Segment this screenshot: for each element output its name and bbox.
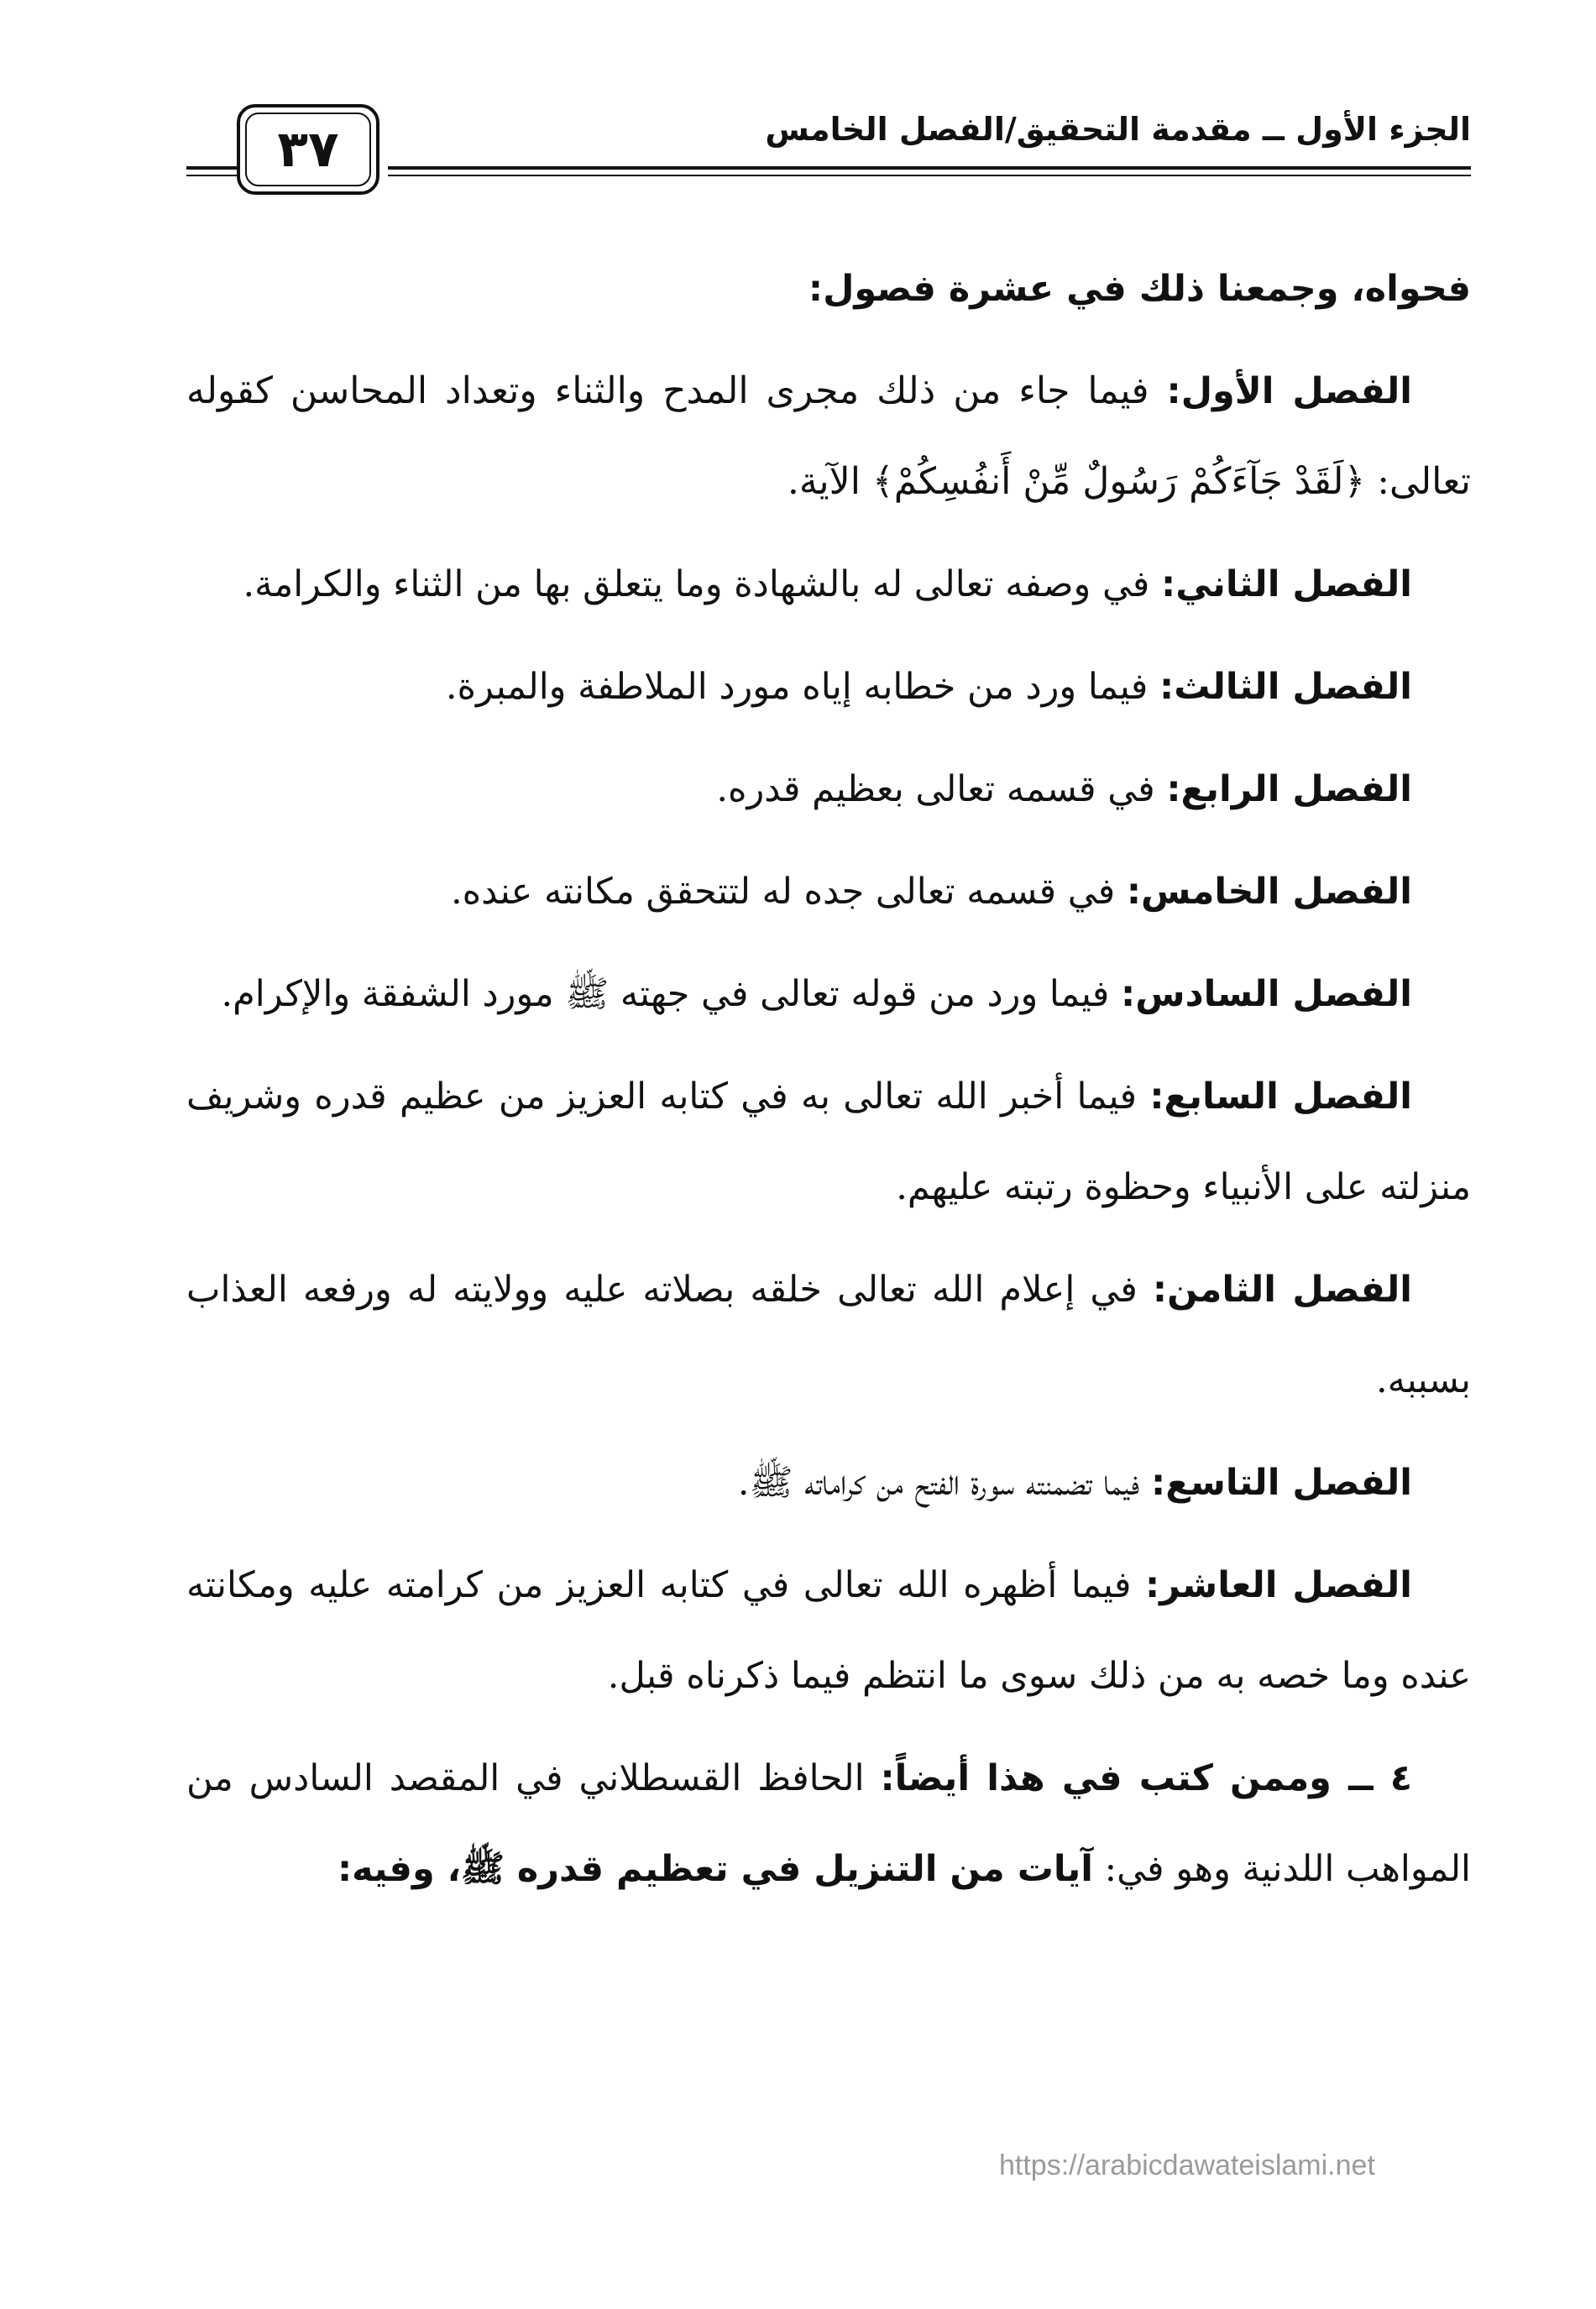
chapter-10-heading: الفصل العاشر: — [1144, 1564, 1412, 1606]
chapter-1-paragraph — [186, 346, 1471, 527]
chapter-3-heading: الفصل الثالث: — [1159, 666, 1412, 708]
chapter-10-text: فيما أظهره الله تعالى في كتابه العزيز من كرامته عليه ومكانته عنده وما خصه به من ذلك سوى ما انتظم فيما ذكرناه قبل. — [186, 1564, 1471, 1697]
chapter-8-paragraph — [186, 1244, 1471, 1426]
chapter-8-heading: الفصل الثامن: — [1152, 1269, 1412, 1311]
chapter-9-paragraph — [186, 1437, 1471, 1528]
chapter-7-text: فيما أخبر الله تعالى به في كتابه العزيز من عظيم قدره وشريف منزلته على الأنبياء وحظوة رتبته عليهم. — [186, 1076, 1471, 1208]
chapter-2-heading: الفصل الثاني: — [1161, 563, 1412, 605]
chapter-9-text: فيما تضمنته سورة الفتح من كراماته ﷺ. — [737, 1462, 1151, 1504]
chapter-6-heading: الفصل السادس: — [1121, 973, 1412, 1015]
item-4-tail: ، وفيه: — [337, 1848, 461, 1890]
item-4-heading: ٤ ــ وممن كتب في هذا أيضاً: — [880, 1757, 1412, 1799]
chapter-10-paragraph — [186, 1540, 1471, 1721]
item-4-paragraph — [186, 1733, 1471, 1914]
item-4-text: الحافظ القسطلاني في المقصد السادس من المواهب اللدنية وهو في: — [186, 1757, 1471, 1890]
chapter-5-text: في قسمه تعالى جده له لتتحقق مكانته عنده. — [450, 871, 1127, 913]
chapter-2-text: في وصفه تعالى له بالشهادة وما يتعلق بها من الثناء والكرامة. — [243, 563, 1162, 605]
website-watermark: https://arabicdawateislami.net — [999, 2149, 1375, 2181]
body-text — [186, 243, 1471, 1926]
chapter-3-paragraph — [186, 641, 1471, 732]
item-4-bold-title: آيات من التنزيل في تعظيم قدره ﷺ — [461, 1848, 1093, 1890]
chapter-9-heading: الفصل التاسع: — [1151, 1462, 1412, 1504]
chapter-4-paragraph — [186, 744, 1471, 835]
chapter-6-text: فيما ورد من قوله تعالى في جهته ﷺ مورد الشفقة والإكرام. — [221, 973, 1122, 1015]
chapter-1-heading: الفصل الأول: — [1166, 370, 1413, 412]
page-header — [186, 92, 1471, 202]
chapter-4-text: في قسمه تعالى بعظيم قدره. — [716, 768, 1167, 810]
running-header-title: الجزء الأول ــ مقدمة التحقيق/الفصل الخامس — [765, 111, 1471, 148]
chapter-3-text: فيما ورد من خطابه إياه مورد الملاطفة والمبرة. — [445, 666, 1159, 708]
chapter-7-paragraph — [186, 1051, 1471, 1233]
chapter-1-text: فيما جاء من ذلك مجرى المدح والثناء وتعداد المحاسن كقوله تعالى: ﴿لَقَدْ جَآءَكُمْ رَسُولٌ مِّنْ أَنفُسِكُمْ﴾ الآية. — [186, 369, 1471, 503]
chapter-2-paragraph — [186, 539, 1471, 630]
header-rule-thick — [388, 166, 1471, 170]
intro-paragraph — [186, 243, 1471, 334]
chapter-5-heading: الفصل الخامس: — [1126, 871, 1412, 913]
header-rule-left-thin — [186, 175, 237, 176]
chapter-8-text: في إعلام الله تعالى خلقه بصلاته عليه وولايته له ورفعه العذاب بسببه. — [186, 1269, 1471, 1401]
chapter-6-paragraph — [186, 949, 1471, 1039]
chapter-7-heading: الفصل السابع: — [1149, 1076, 1412, 1118]
chapter-4-heading: الفصل الرابع: — [1166, 768, 1412, 810]
page-number: ٣٧ — [277, 120, 339, 179]
page-number-frame — [237, 104, 379, 195]
header-rule-left-thick — [186, 166, 237, 170]
chapter-5-paragraph — [186, 846, 1471, 937]
paragraph-text: فحواه، وجمعنا ذلك في عشرة فصول: — [808, 268, 1471, 310]
header-rule-thin — [388, 175, 1471, 176]
